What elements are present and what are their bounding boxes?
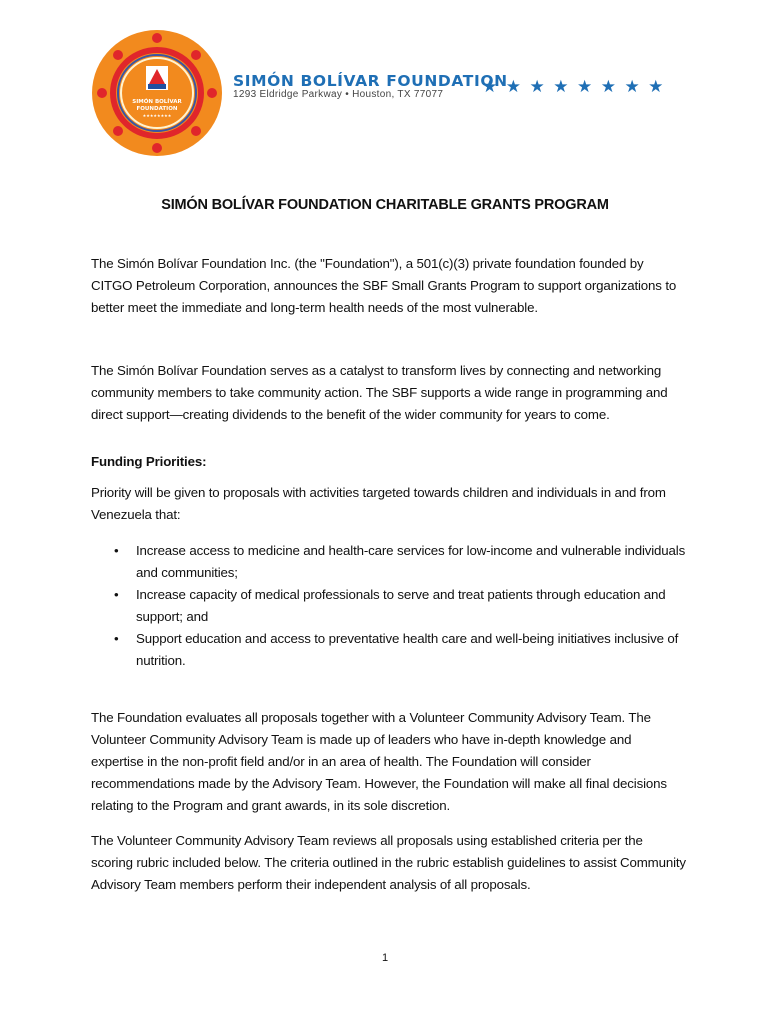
- svg-text:SIMÓN BOLÍVAR: SIMÓN BOLÍVAR: [132, 99, 182, 105]
- paragraph-text: The Volunteer Community Advisory Team reviews all proposals using established criteria per the scoring rubric included below. The criteria outlined in the rubric establish guidelines to assist Community Advisory Team members perform their independent analysis of all proposals.: [91, 833, 686, 892]
- svg-text:★★★★★★★★: ★★★★★★★★: [142, 113, 172, 118]
- list-item: [91, 584, 687, 628]
- advisory-paragraph: [91, 830, 687, 896]
- org-header: [233, 73, 508, 101]
- bullet-icon: •: [114, 587, 119, 602]
- evaluation-paragraph: [91, 707, 687, 817]
- org-name: SIMÓN BOLÍVAR FOUNDATION: [233, 72, 508, 90]
- svg-text:FOUNDATION: FOUNDATION: [136, 106, 178, 112]
- paragraph-text: The Foundation evaluates all proposals together with a Volunteer Community Advisory Team. The Volunteer Community Advisory Team is made up of leaders who have in-depth knowledge and expertise in the non-profit field and/or in an area of health. The Foundation will consider recommendations made by the Advisory Team. However, the Foundation will make all final decisions relating to the Program and grant awards, in its sole discretion.: [91, 710, 667, 813]
- page-number: 1: [381, 952, 389, 964]
- paragraph-text: The Simón Bolívar Foundation Inc. (the "Foundation"), a 501(c)(3) private foundation founded by CITGO Petroleum Corporation, announces the SBF Small Grants Program to support organizations to better meet the immediate and long-term health needs of the most vulnerable.: [91, 256, 677, 315]
- org-address: 1293 Eldridge Parkway • Houston, TX 77077: [233, 89, 444, 100]
- paragraph-text: Priority will be given to proposals with activities targeted towards children and individuals in and from Venezuela that:: [91, 485, 666, 522]
- intro-paragraph: [91, 253, 687, 319]
- mission-paragraph: [91, 360, 687, 426]
- list-item: [91, 628, 687, 672]
- stars-decoration: ★★★★★★★★: [482, 77, 672, 96]
- document-title: SIMÓN BOLÍVAR FOUNDATION CHARITABLE GRANTS PROGRAM: [161, 197, 609, 213]
- foundation-logo: [90, 28, 224, 158]
- bullet-icon: •: [114, 631, 119, 646]
- list-item-text: Increase capacity of medical professionals to serve and treat patients through education and support; and: [136, 587, 666, 624]
- funding-priorities-heading: Funding Priorities:: [91, 454, 207, 469]
- list-item-text: Increase access to medicine and health-care services for low-income and vulnerable individuals and communities;: [136, 543, 686, 580]
- list-item: [91, 540, 687, 584]
- priority-paragraph: [91, 482, 687, 526]
- list-item-text: Support education and access to preventative health care and well-being initiatives inclusive of nutrition.: [136, 631, 679, 668]
- paragraph-text: The Simón Bolívar Foundation serves as a catalyst to transform lives by connecting and networking community members to take community action. The SBF supports a wide range in programming and direct support—creating dividends to the benefit of the wider community for years to come.: [91, 363, 668, 422]
- priority-list: [91, 540, 687, 672]
- bullet-icon: •: [114, 543, 119, 558]
